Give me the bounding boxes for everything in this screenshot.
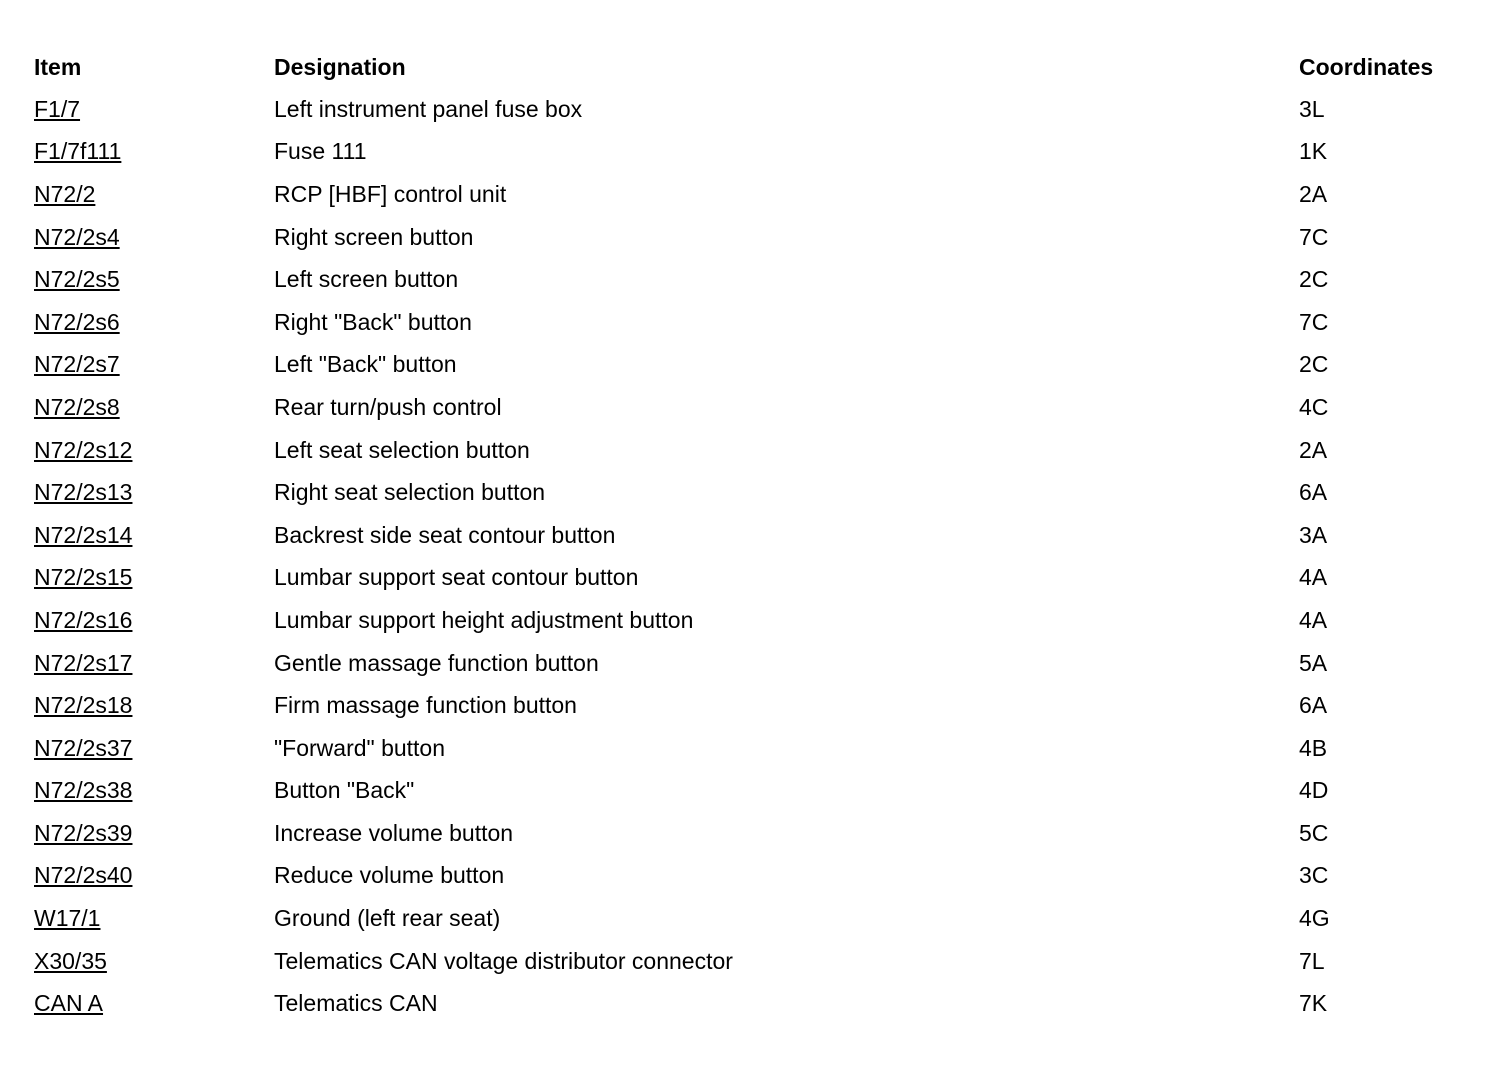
designation-cell: Rear turn/push control — [274, 393, 502, 420]
table-row — [34, 897, 1459, 940]
designation-cell: Reduce volume button — [274, 862, 505, 889]
coordinates-cell: 2C — [1299, 266, 1329, 293]
item-link[interactable]: N72/2s38 — [34, 777, 133, 804]
item-cell — [34, 812, 274, 855]
component-legend-table — [34, 46, 1459, 1025]
item-cell — [34, 344, 274, 387]
coordinates-cell: 4D — [1299, 777, 1329, 804]
table-row — [34, 940, 1459, 983]
item-cell — [34, 216, 274, 259]
item-link[interactable]: N72/2s37 — [34, 734, 133, 761]
designation-cell: Right screen button — [274, 223, 474, 250]
item-cell — [34, 684, 274, 727]
item-link[interactable]: N72/2s16 — [34, 606, 133, 633]
coordinates-cell: 2A — [1299, 436, 1328, 463]
table-row — [34, 514, 1459, 557]
item-link[interactable]: N72/2s4 — [34, 223, 120, 250]
item-link[interactable]: N72/2s15 — [34, 564, 133, 591]
table-row — [34, 344, 1459, 387]
designation-cell: Right "Back" button — [274, 308, 472, 335]
designation-cell: Button "Back" — [274, 777, 415, 804]
coordinates-cell: 1K — [1299, 138, 1328, 165]
item-link[interactable]: N72/2s6 — [34, 308, 120, 335]
table-row — [34, 173, 1459, 216]
item-link[interactable]: N72/2s7 — [34, 351, 120, 378]
item-cell — [34, 897, 274, 940]
header-coordinates: Coordinates — [1299, 53, 1434, 80]
coordinates-cell: 2C — [1299, 351, 1329, 378]
designation-cell: Telematics CAN — [274, 990, 438, 1017]
item-cell — [34, 855, 274, 898]
table-row — [34, 216, 1459, 259]
designation-cell: Telematics CAN voltage distributor connector — [274, 947, 733, 974]
item-link[interactable]: N72/2s14 — [34, 521, 133, 548]
item-cell — [34, 514, 274, 557]
table-row — [34, 88, 1459, 131]
header-item: Item — [34, 53, 82, 80]
table-row — [34, 301, 1459, 344]
item-cell — [34, 642, 274, 685]
coordinates-cell: 4A — [1299, 564, 1328, 591]
coordinates-cell: 7L — [1299, 947, 1325, 974]
designation-cell: Backrest side seat contour button — [274, 521, 616, 548]
item-link[interactable]: N72/2s12 — [34, 436, 133, 463]
coordinates-cell: 3C — [1299, 862, 1329, 889]
item-cell — [34, 88, 274, 131]
designation-cell: Right seat selection button — [274, 479, 546, 506]
designation-cell: Left screen button — [274, 266, 459, 293]
designation-cell: Ground (left rear seat) — [274, 905, 501, 932]
header-designation: Designation — [274, 53, 406, 80]
table-row — [34, 429, 1459, 472]
item-cell — [34, 727, 274, 770]
item-link[interactable]: N72/2s5 — [34, 266, 120, 293]
item-link[interactable]: N72/2s18 — [34, 692, 133, 719]
table-row — [34, 131, 1459, 174]
coordinates-cell: 5A — [1299, 649, 1328, 676]
item-link[interactable]: W17/1 — [34, 905, 101, 932]
designation-cell: Left "Back" button — [274, 351, 457, 378]
table-row — [34, 386, 1459, 429]
coordinates-cell: 4B — [1299, 734, 1328, 761]
designation-cell: Gentle massage function button — [274, 649, 599, 676]
item-link[interactable]: N72/2s40 — [34, 862, 133, 889]
item-link[interactable]: CAN A — [34, 990, 104, 1017]
coordinates-cell: 4C — [1299, 393, 1329, 420]
table-row — [34, 855, 1459, 898]
table-row — [34, 258, 1459, 301]
item-link[interactable]: N72/2s8 — [34, 393, 120, 420]
item-cell — [34, 471, 274, 514]
item-link[interactable]: F1/7 — [34, 95, 81, 122]
designation-cell: Increase volume button — [274, 819, 514, 846]
item-cell — [34, 301, 274, 344]
coordinates-cell: 6A — [1299, 692, 1328, 719]
item-link[interactable]: N72/2s17 — [34, 649, 133, 676]
item-cell — [34, 557, 274, 600]
designation-cell: Fuse 111 — [274, 138, 367, 165]
table-row — [34, 812, 1459, 855]
coordinates-cell: 7C — [1299, 308, 1329, 335]
coordinates-cell: 4A — [1299, 606, 1328, 633]
item-cell — [34, 940, 274, 983]
coordinates-cell: 4G — [1299, 905, 1330, 932]
item-cell — [34, 386, 274, 429]
table-row — [34, 982, 1459, 1025]
designation-cell: Firm massage function button — [274, 692, 577, 719]
table-row — [34, 770, 1459, 813]
item-link[interactable]: N72/2s13 — [34, 479, 133, 506]
coordinates-cell: 3A — [1299, 521, 1328, 548]
coordinates-cell: 7C — [1299, 223, 1329, 250]
table-row — [34, 727, 1459, 770]
item-cell — [34, 173, 274, 216]
coordinates-cell: 7K — [1299, 990, 1328, 1017]
item-link[interactable]: N72/2 — [34, 180, 96, 207]
item-cell — [34, 982, 274, 1025]
designation-cell: Left instrument panel fuse box — [274, 95, 583, 122]
table-row — [34, 557, 1459, 600]
item-cell — [34, 258, 274, 301]
item-cell — [34, 131, 274, 174]
coordinates-cell: 3L — [1299, 95, 1325, 122]
item-cell — [34, 599, 274, 642]
table-row — [34, 642, 1459, 685]
table-row — [34, 471, 1459, 514]
designation-cell: Lumbar support seat contour button — [274, 564, 639, 591]
table-header-row — [34, 46, 1459, 88]
item-cell — [34, 429, 274, 472]
item-cell — [34, 770, 274, 813]
table-row — [34, 599, 1459, 642]
table-row — [34, 684, 1459, 727]
coordinates-cell: 5C — [1299, 819, 1329, 846]
item-link[interactable]: X30/35 — [34, 947, 107, 974]
designation-cell: RCP [HBF] control unit — [274, 180, 507, 207]
coordinates-cell: 6A — [1299, 479, 1328, 506]
designation-cell: Left seat selection button — [274, 436, 530, 463]
item-link[interactable]: F1/7f111 — [34, 138, 122, 165]
table-body — [34, 88, 1459, 1025]
item-link[interactable]: N72/2s39 — [34, 819, 133, 846]
designation-cell: "Forward" button — [274, 734, 446, 761]
designation-cell: Lumbar support height adjustment button — [274, 606, 694, 633]
coordinates-cell: 2A — [1299, 180, 1328, 207]
